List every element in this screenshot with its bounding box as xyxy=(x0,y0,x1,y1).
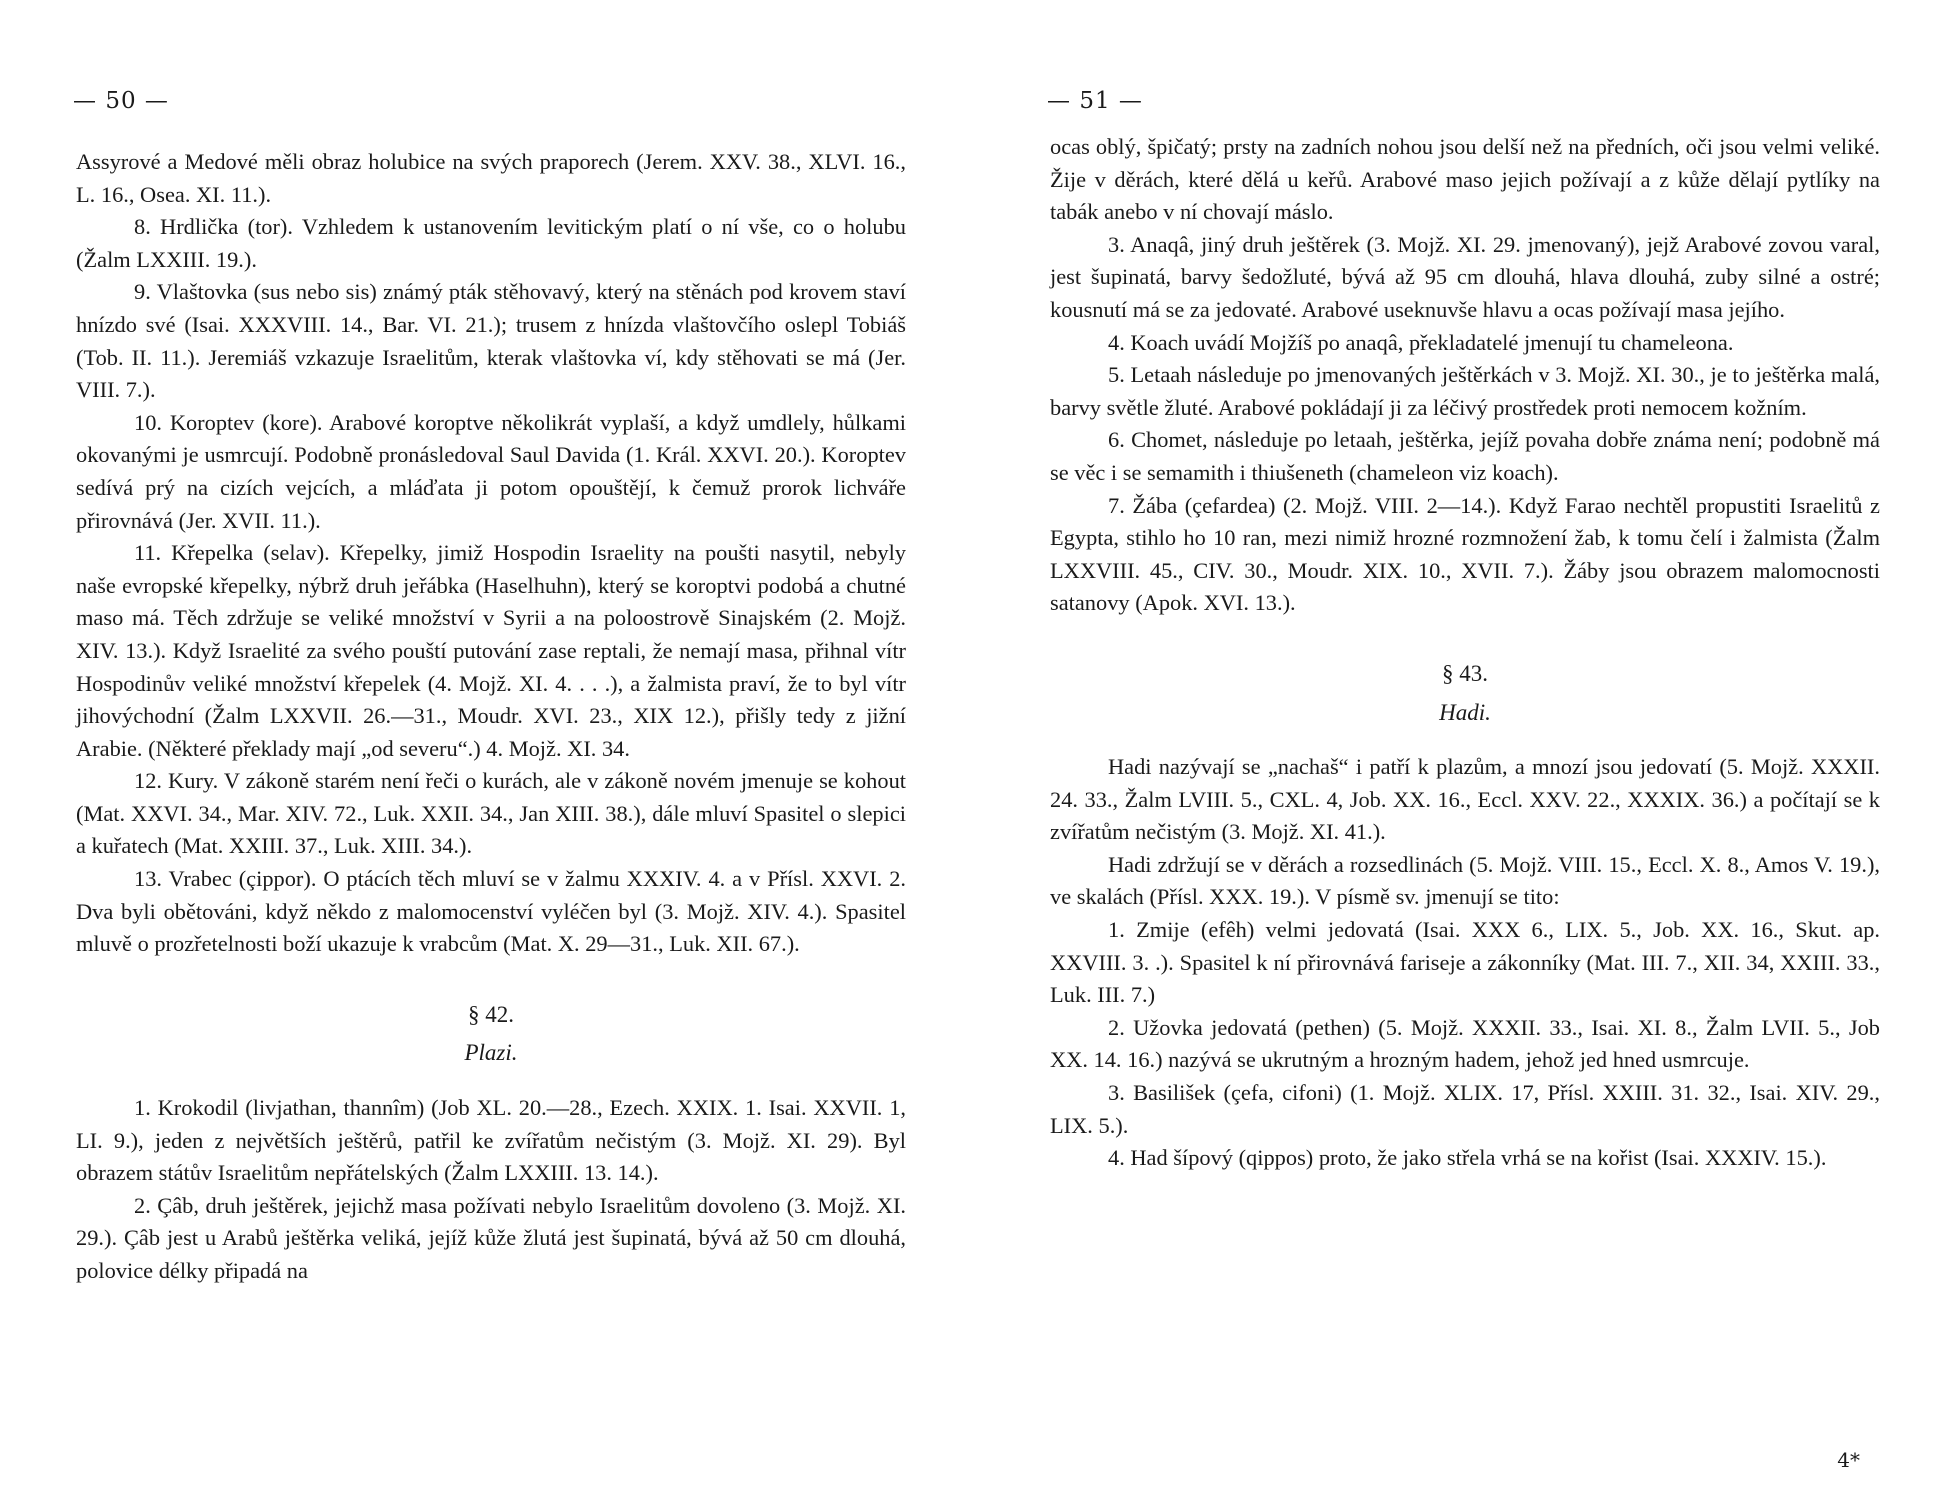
signature-mark: 4* xyxy=(1837,1448,1860,1472)
paragraph: 13. Vrabec (çippor). O ptácích těch mluví se v žalmu XXXIV. 4. a v Přísl. XXVI. 2. Dva byli obětováni, když někdo z malomocenství vyléčen byl (3. Mojž. XIV. 4.). Spasitel mluvě o prozřetelnosti boží ukazuje k vrabcům (Mat. X. 29—31., Luk. XII. 67.). xyxy=(76,866,906,957)
left-page xyxy=(73,0,906,1500)
paragraph: 8. Hrdlička (tor). Vzhledem k ustanovením levitickým platí o ní vše, co o holubu (Žalm LXXIII. 19.). xyxy=(76,214,906,272)
paragraph: Hadi zdržují se v děrách a rozsedlinách (5. Mojž. VIII. 15., Eccl. X. 8., Amos V. 19.), ve skalách (Přísl. XXX. 19.). V písmě sv. jmenují se tito: xyxy=(1050,851,1880,910)
paragraph: 4. Had šípový (qippos) proto, že jako střela vrhá se na kořist (Isai. XXXIV. 15.). xyxy=(1108,1145,1827,1171)
paragraph: 3. Basilišek (çefa, cifoni) (1. Mojž. XLIX. 17, Přísl. XXIII. 31. 32., Isai. XIV. 29., LIX. 5.). xyxy=(1050,1080,1880,1138)
page-number: — 51 — xyxy=(1047,88,1143,114)
paragraph: 1. Krokodil (livjathan, thannîm) (Job XL. 20.—28., Ezech. XXIX. 1. Isai. XXVII. 1, LI. 9.), jeden z největších ještěrů, patřil ke zvířatům nečistým (3. Mojž. XI. 29). Byl obrazem státův Israelitům nepřátelských (Žalm LXXIII. 13. 14.). xyxy=(76,1095,906,1186)
page-body xyxy=(76,146,906,1288)
paragraph: 12. Kury. V zákoně starém není řeči o kurách, ale v zákoně novém jmenuje se kohout (Mat. XXVI. 34., Mar. XIV. 72., Luk. XXII. 34., Jan XIII. 38.), dále mluví Spasitel o slepici a kuřatech (Mat. XXIII. 37., Luk. XIII. 34.). xyxy=(76,768,906,859)
section-number: § 43. xyxy=(1442,660,1488,686)
paragraph: 11. Křepelka (selav). Křepelky, jimiž Hospodin Israelity na poušti nasytil, nebyly naše evropské křepelky, nýbrž druh jeřábka (Haselhuhn), který se koroptvi podobá a chutné maso má. Těch zdržuje se veliké množství v Syrii a na poloostrově Sinajském (2. Mojž. XIV. 13.). Když Israelité za svého pouští putování zase reptali, že nemají masa, přihnal vítr Hospodinův veliké množství křepelek (4. Mojž. XI. 4. . . .), a žalmista praví, že to byl vítr jihovýchodní (Žalm LXXVII. 26.—31., Moudr. XVI. 23., XIX 12.), přišly tedy z jižní Arabie. (Některé překlady mají „od severu“.) 4. Mojž. XI. 34. xyxy=(76,540,906,761)
section-title: Hadi. xyxy=(1439,699,1491,725)
paragraph: 3. Anaqâ, jiný druh ještěrek (3. Mojž. XI. 29. jmenovaný), jejž Arabové zovou varal, jest šupinatá, barvy šedožluté, bývá až 95 cm dlouhá, hlava dlouhá, zuby silné a ostré; kousnutí má se za jedovaté. Arabové useknuvše hlavu a ocas požívají masa jejího. xyxy=(1050,231,1880,322)
paragraph: 10. Koroptev (kore). Arabové koroptve několikrát vyplaší, a když umdlely, hůlkami okovanými je usmrcují. Podobně pronásledoval Saul Davida (1. Král. XXVI. 20.). Koroptev sedívá prý na cizích vejcích, a mláďata ji potom opouštějí, k čemuž prorok lichváře přirovnává (Jer. XVII. 11.). xyxy=(76,409,906,533)
section-number: § 42. xyxy=(468,1001,514,1027)
paragraph: 2. Çâb, druh ještěrek, jejichž masa požívati nebylo Israelitům dovoleno (3. Mojž. XI. 29.). Çâb jest u Arabů ještěrka veliká, jejíž kůže žlutá jest šupinatá, bývá až 50 cm dlouhá, polovice délky připadá na xyxy=(76,1192,906,1283)
page-body xyxy=(1050,131,1880,1175)
page-number: — 50 — xyxy=(73,88,169,114)
right-page xyxy=(1047,0,1880,1500)
paragraph: Hadi nazývají se „nachaš“ i patří k plazům, a mnozí jsou jedovatí (5. Mojž. XXXII. 24. 33., Žalm LVIII. 5., CXL. 4, Job. XX. 16., Eccl. XXV. 22., XXXIX. 36.) a počítají se k zvířatům nečistým (3. Mojž. XI. 41.). xyxy=(1050,754,1880,845)
paragraph: 4. Koach uvádí Mojžíš po anaqâ, překladatelé jmenují tu chameleona. xyxy=(1108,329,1734,355)
paragraph: Assyrové a Medové měli obraz holubice na svých praporech (Jerem. XXV. 38., XLVI. 16., L. 16., Osea. XI. 11.). xyxy=(76,149,906,207)
paragraph: 7. Žába (çefardea) (2. Mojž. VIII. 2—14.). Když Farao nechtěl propustiti Israelitů z Egypta, stihlo ho 10 ran, mezi nimiž hrozné rozmnožení žab, k tomu čelí i žalmista (Žalm LXXVIII. 45., CIV. 30., Moudr. XIX. 10., XVII. 7.). Žáby jsou obrazem malomocnosti satanovy (Apok. XVI. 13.). xyxy=(1050,492,1880,616)
paragraph: 9. Vlaštovka (sus nebo sis) známý pták stěhovavý, který na stěnách pod krovem staví hnízdo své (Isai. XXXVIII. 14., Bar. VI. 21.); trusem z hnízda vlaštovčího oslepl Tobiáš (Tob. II. 11.). Jeremiáš vzkazuje Israelitům, kterak vlaštovka ví, kdy stěhovati se má (Jer. VIII. 7.). xyxy=(76,279,906,403)
paragraph: 1. Zmije (efêh) velmi jedovatá (Isai. XXX 6., LIX. 5., Job. XX. 16., Skut. ap. XXVIII. 3. .). Spasitel k ní přirovnává fariseje a zákonníky (Mat. III. 7., XII. 34, XXIII. 33., Luk. III. 7.) xyxy=(1050,917,1880,1008)
paragraph: 5. Letaah následuje po jmenovaných ještěrkách v 3. Mojž. XI. 30., je to ještěrka malá, barvy světle žluté. Arabové pokládají ji za léčivý prostředek proti nemocem kožním. xyxy=(1050,362,1880,420)
paragraph: 2. Užovka jedovatá (pethen) (5. Mojž. XXXII. 33., Isai. XI. 8., Žalm LVII. 5., Job XX. 14. 16.) nazývá se ukrutným a hrozným hadem, jehož jed hned usmrcuje. xyxy=(1050,1014,1880,1073)
paragraph: 6. Chomet, následuje po letaah, ještěrka, jejíž povaha dobře známa není; podobně má se věc i se semamith i thiušeneth (chameleon viz koach). xyxy=(1050,427,1880,485)
section-title: Plazi. xyxy=(464,1040,518,1066)
paragraph: ocas oblý, špičatý; prsty na zadních nohou jsou delší než na předních, oči jsou velmi veliké. Žije v děrách, které dělá u keřů. Arabové maso jejich požívají a z kůže dělají pytlíky na tabák anebo v ní chovají máslo. xyxy=(1050,134,1880,225)
